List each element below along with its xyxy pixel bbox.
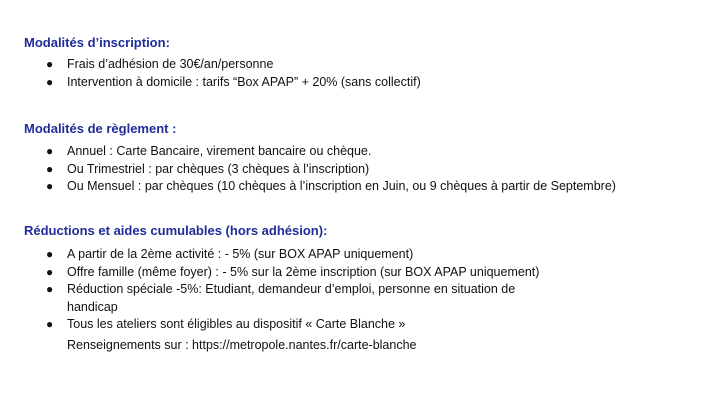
inscription-list — [0, 56, 711, 91]
list-item: ● A partir de la 2ème activité : - 5% (sur BOX APAP uniquement) — [0, 246, 711, 264]
bullet-icon: ● — [46, 264, 54, 279]
list-item: ● Réduction spéciale -5%: Etudiant, demandeur d’emploi, personne en situation de handicap — [46, 282, 516, 314]
list-item: ● Offre famille (même foyer) : - 5% sur la 2ème inscription (sur BOX APAP uniquement) — [0, 264, 711, 282]
reductions-heading: Réductions et aides cumulables (hors adhésion): — [24, 223, 328, 238]
bullet-icon: ● — [46, 317, 54, 331]
bullet-icon: ● — [46, 247, 54, 261]
bullet-icon: ● — [46, 282, 54, 296]
bullet-icon: ● — [46, 161, 54, 176]
reductions-list — [0, 246, 711, 334]
bullet-icon: ● — [46, 57, 54, 71]
list-item: ● Annuel : Carte Bancaire, virement bancaire ou chèque. — [0, 143, 711, 161]
reglement-heading: Modalités de règlement : — [24, 121, 177, 136]
list-item: ● Frais d’adhésion de 30€/an/personne — [0, 56, 711, 74]
list-item: ● Tous les ateliers sont éligibles au dispositif « Carte Blanche » — [0, 316, 711, 334]
inscription-heading: Modalités d’inscription: — [24, 35, 170, 50]
bullet-icon: ● — [46, 179, 54, 193]
carte-blanche-info: Renseignements sur : https://metropole.nantes.fr/carte-blanche — [67, 338, 417, 352]
list-item: ● Ou Trimestriel : par chèques (3 chèques à l’inscription) — [0, 161, 711, 179]
bullet-icon: ● — [46, 144, 54, 158]
reglement-list — [0, 143, 711, 196]
list-item: ● Ou Mensuel : par chèques (10 chèques à l’inscription en Juin, ou 9 chèques à partir de Septembre) — [0, 178, 711, 196]
bullet-icon: ● — [46, 74, 54, 89]
list-item: ● Intervention à domicile : tarifs “Box APAP” + 20% (sans collectif) — [0, 74, 711, 92]
